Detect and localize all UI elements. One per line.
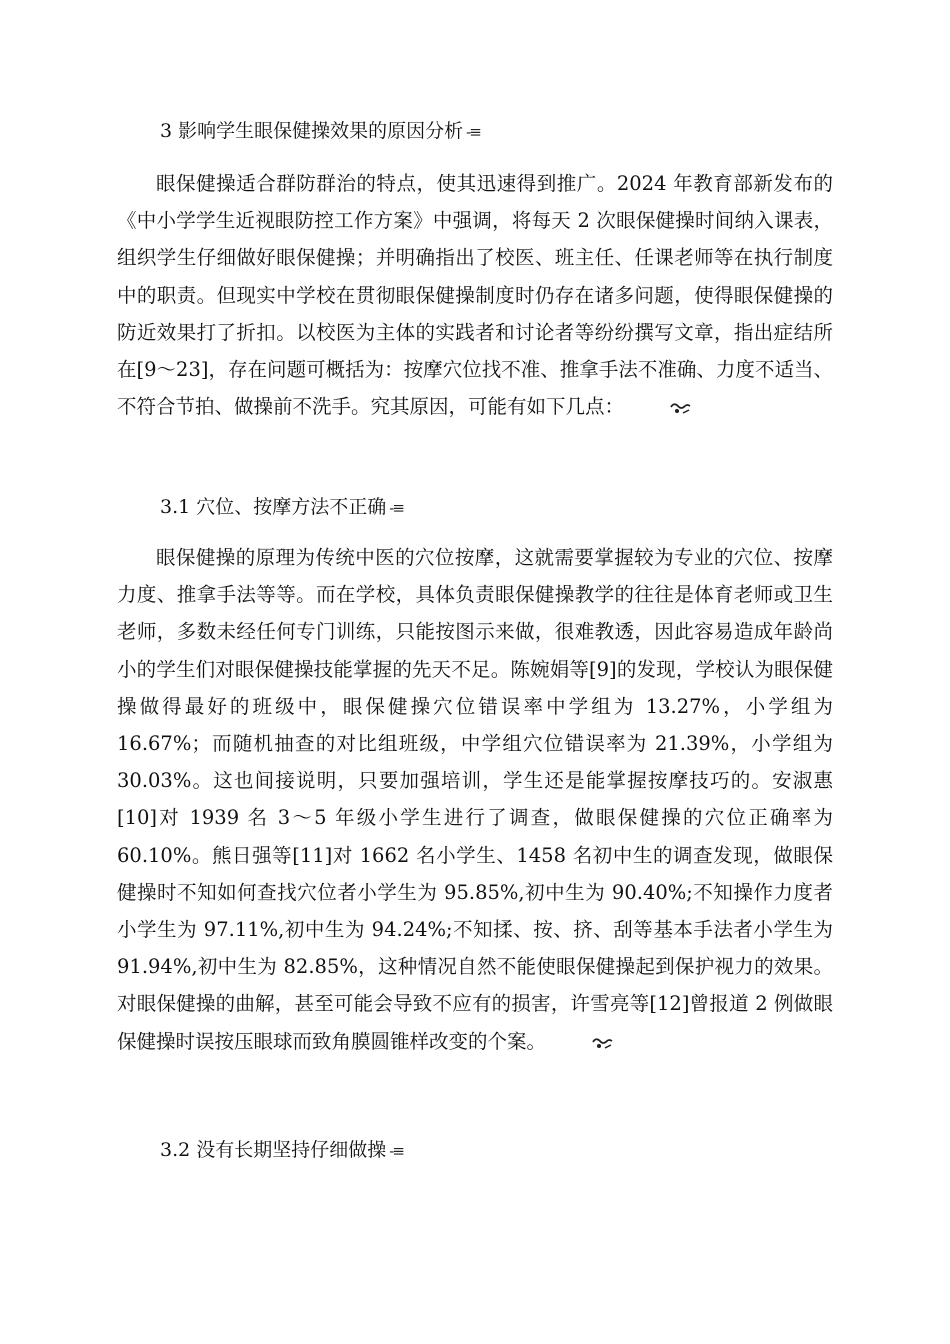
heading-mark-icon: -≡ [389, 1142, 403, 1160]
section-3-1-heading: 3.1 穴位、按摩方法不正确 -≡ [160, 493, 403, 522]
paragraph-mark-icon [552, 1025, 613, 1062]
section-3-paragraph: 眼保健操适合群防群治的特点，使其迅速得到推广。2024 年教育部新发布的《中小学学生近视眼防控工作方案》中强调，将每天 2 次眼保健操时间纳入课表，组织学生仔细做好眼保健操；并明确指出了校医、班主任、任课老师等在执行制度中的职责。但现实中学校在贯彻眼保健操制度时仍存在诸多问题，使得眼保健操的防近效果打了折扣。以校医为主体的实践者和讨论者等纷纷撰写文章，指出症结所在[9～23]，存在问题可概括为：按摩穴位找不准、推拿手法不准确、力度不适当、不符合节拍、做操前不洗手。究其原因，可能有如下几点： [117, 165, 833, 427]
paragraph-mark-icon [630, 390, 691, 427]
section-3-heading: 3 影响学生眼保健操效果的原因分析 -≡ [160, 117, 480, 146]
section-3-2-heading: 3.2 没有长期坚持仔细做操 -≡ [160, 1136, 403, 1165]
heading-mark-icon: -≡ [466, 123, 480, 141]
section-3-1-paragraph: 眼保健操的原理为传统中医的穴位按摩，这就需要掌握较为专业的穴位、按摩力度、推拿手法等等。而在学校，具体负责眼保健操教学的往往是体育老师或卫生老师，多数未经任何专门训练，只能按图示来做，很难教透，因此容易造成年龄尚小的学生们对眼保健操技能掌握的先天不足。陈婉娟等[9]的发现，学校认为眼保健操做得最好的班级中，眼保健操穴位错误率中学组为 13.27%，小学组为 16.67%；而随机抽查的对比组班级，中学组穴位错误率为 21.39%，小学组为 30.03%。这也间接说明，只要加强培训，学生还是能掌握按摩技巧的。安淑惠[10]对 1939 名 3～5 年级小学生进行了调查，做眼保健操的穴位正确率为 60.10%。熊日强等[11]对 1662 名小学生、1458 名初中生的调查发现，做眼保健操时不知如何查找穴位者小学生为 95.85%,初中生为 90.40%;不知操作力度者小学生为 97.11%,初中生为 94.24%;不知揉、按、挤、刮等基本手法者小学生为 91.94%,初中生为 82.85%，这种情况自然不能使眼保健操起到保护视力的效果。对眼保健操的曲解，甚至可能会导致不应有的损害，许雪亮等[12]曾报道 2 例做眼保健操时误按压眼球而致角膜圆锥样改变的个案。 [117, 539, 833, 1062]
heading-mark-icon: -≡ [389, 499, 403, 517]
